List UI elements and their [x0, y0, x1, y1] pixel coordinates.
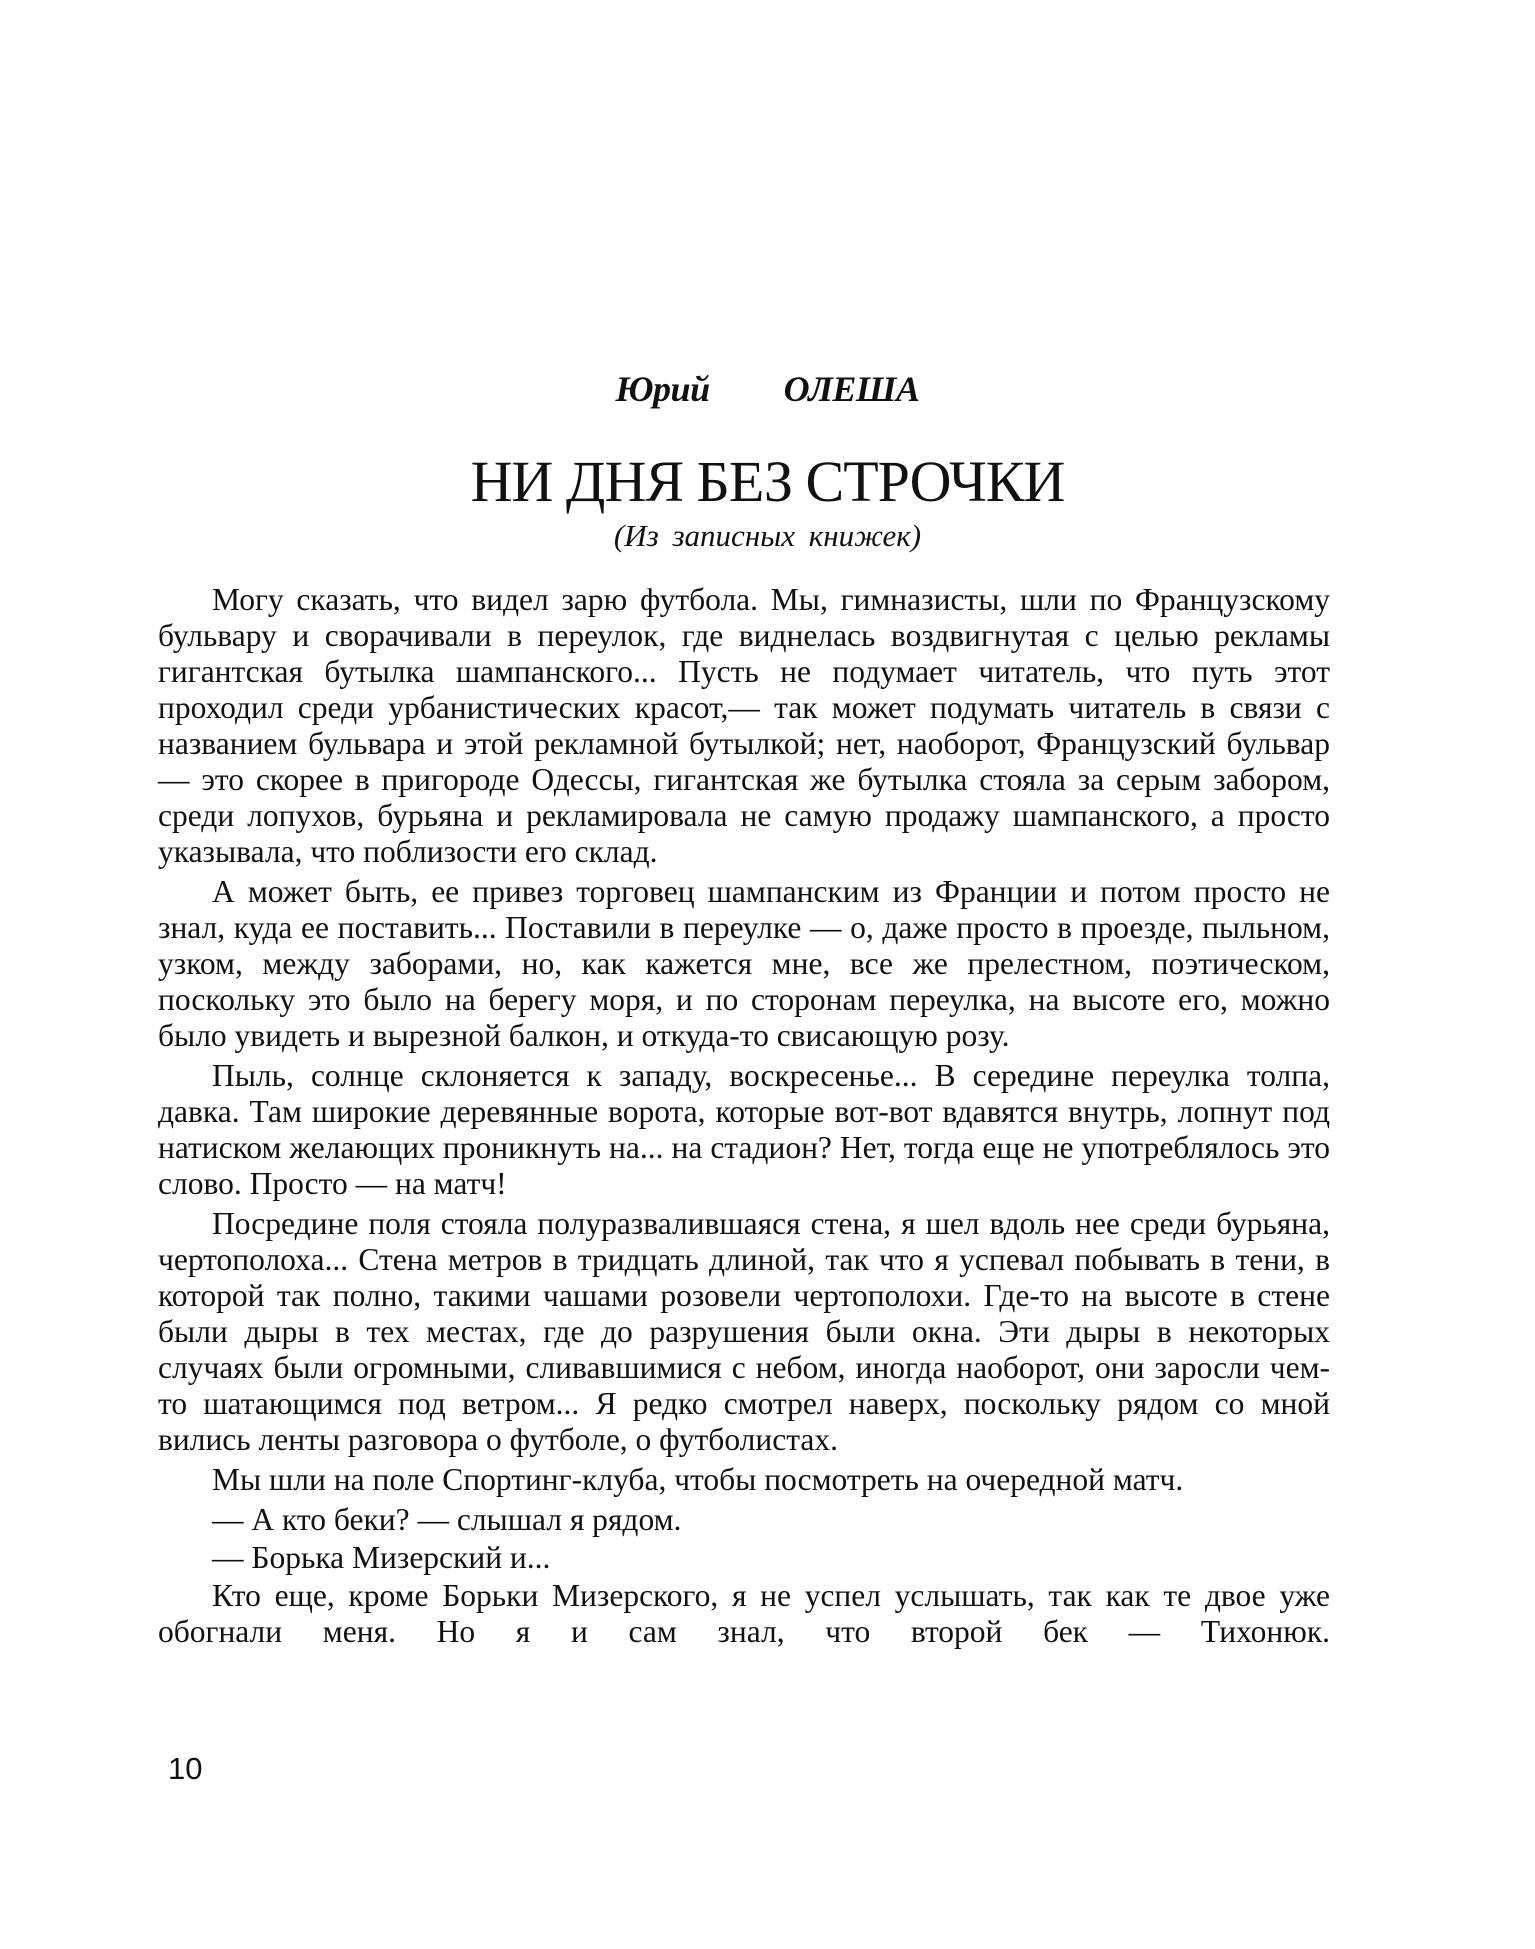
paragraph: Пыль, солнце склоняется к западу, воскресенье... В середине переулка толпа, давка. Там широкие деревянные ворота, которые вот-вот вдавятся внутрь, лопнут под натиском желающих проникнуть на... на стадион? Нет, тогда еще не употреблялось это слово. Просто — на матч! [158, 1058, 1330, 1201]
page-number: 10 [168, 1751, 203, 1786]
paragraph: Могу сказать, что видел зарю футбола. Мы, гимназисты, шли по Французскому бульвару и сворачивали в переулок, где виднелась воздвигнутая с целью рекламы гигантская бутылка шампанского... Пусть не подумает читатель, что путь этот проходил среди урбанистических красот,— так может подумать читатель в связи с названием бульвара и этой рекламной бутылкой; нет, наоборот, Французский бульвар — это скорее в пригороде Одессы, гигантская же бутылка стояла за серым забором, среди лопухов, бурьяна и рекламировала не самую продажу шампанского, а просто указывала, что поблизости его склад. [158, 582, 1330, 869]
author-name [0, 366, 1535, 412]
page-subtitle: (Из записных книжек) [613, 518, 922, 553]
body-text [158, 582, 1330, 1654]
paragraph: Мы шли на поле Спортинг-клуба, чтобы посмотреть на очередной матч. [212, 1462, 1184, 1497]
paragraph: А может быть, ее привез торговец шампанским из Франции и потом просто не знал, куда ее поставить... Поставили в переулке — о, даже просто в проезде, пыльном, узком, между заборами, но, как кажется мне, все же прелестном, поэтическом, поскольку это было на берегу моря, и по сторонам переулка, на высоте его, можно было увидеть и вырезной балкон, и откуда-то свисающую розу. [158, 874, 1330, 1053]
author-last-name: ОЛЕША [783, 369, 920, 409]
paragraph: Посредине поля стояла полуразвалившаяся стена, я шел вдоль нее среди бурьяна, чертополоха... Стена метров в тридцать длиной, так что я успевал побывать в тени, в которой так полно, такими чашами розовели чертополохи. Где-то на высоте в стене были дыры в тех местах, где до разрушения были окна. Эти дыры в некоторых случаях были огромными, сливавшимися с небом, иногда наоборот, они заросли чем-то шатающимся под ветром... Я редко смотрел наверх, поскольку рядом со мной вились ленты разговора о футболе, о футболистах. [158, 1206, 1330, 1457]
author-first-name: Юрий [615, 369, 710, 409]
paragraph: Кто еще, кроме Борьки Мизерского, я не успел услышать, так как те двое уже обогнали меня. Но я и сам знал, что второй бек — Тихонюк. [158, 1578, 1330, 1649]
dialog-line: — Борька Мизерский и... [212, 1540, 551, 1575]
page-title: НИ ДНЯ БЕЗ СТРОЧКИ [470, 449, 1065, 514]
dialog-line: — А кто беки? — слышал я рядом. [212, 1502, 682, 1537]
